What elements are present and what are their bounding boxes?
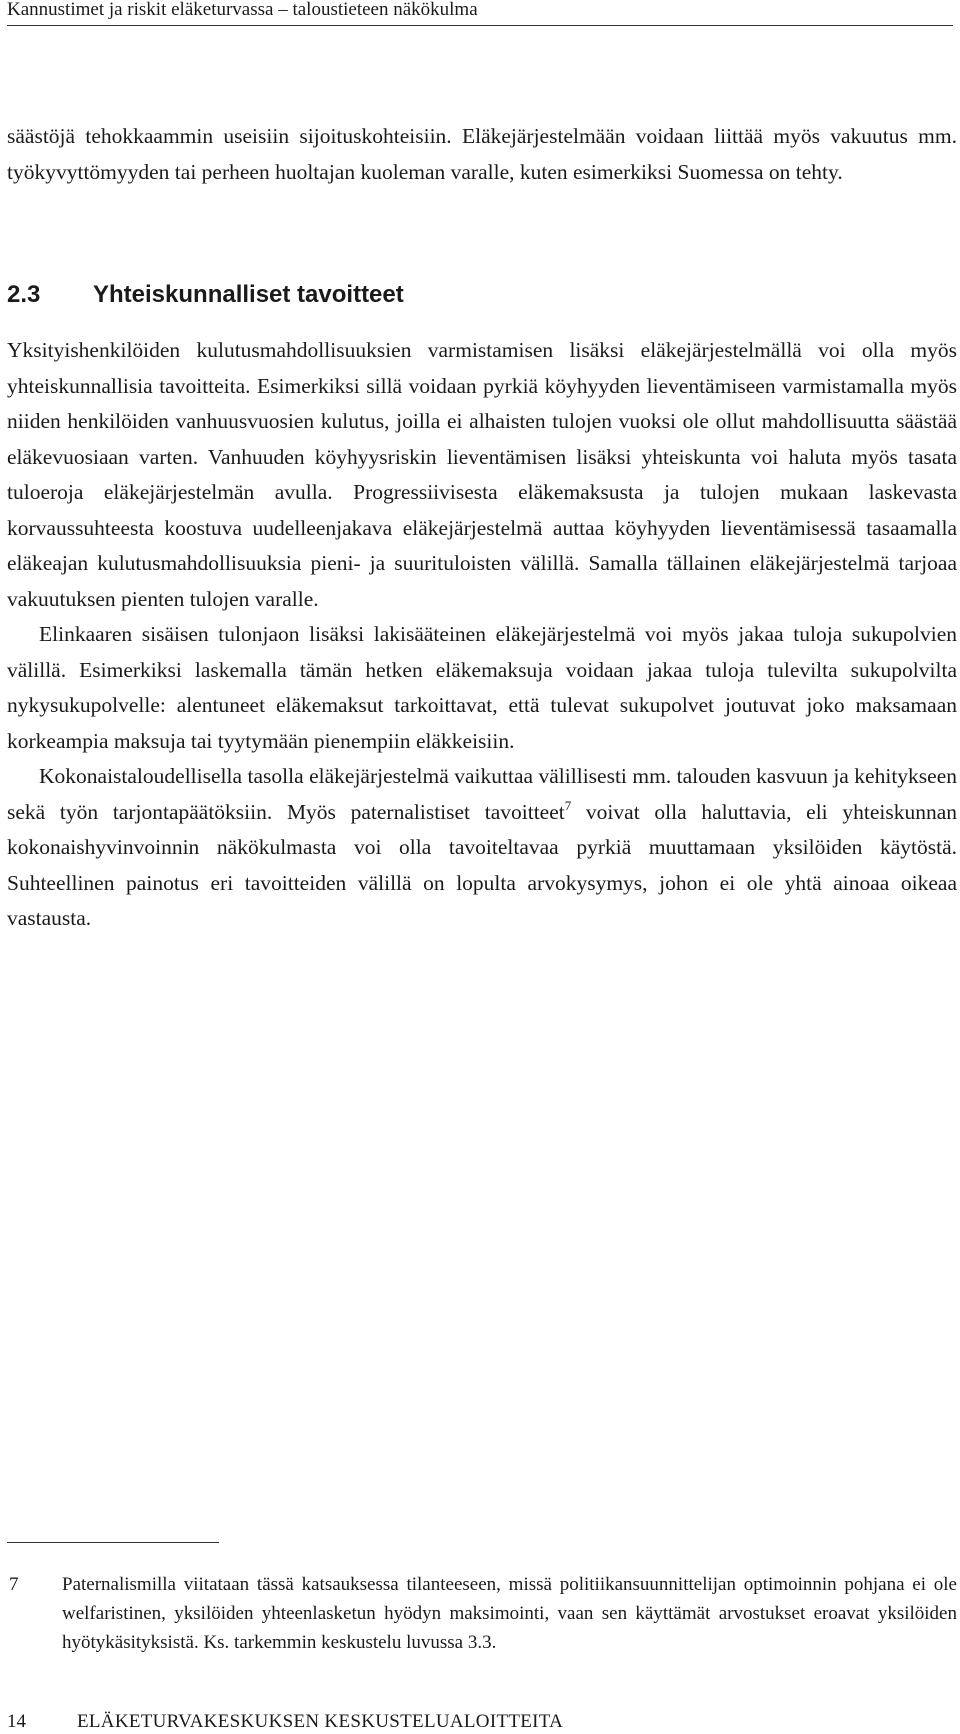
paragraph-3 [7,759,957,937]
section-heading [7,280,404,310]
running-header: Kannustimet ja riskit eläketurvassa – taloustieteen näkökulma [7,0,953,26]
paragraph-3-text-a: Kokonaistaloudellisella tasolla eläkejärjestelmä vaikuttaa välillisesti mm. talouden kasvuun ja kehitykseen sekä työn tarjontapäätöksiin. Myös paternalistiset tavoitteet [7,764,957,824]
section-title: Yhteiskunnalliset tavoitteet [93,281,404,308]
footnote-text: Paternalismilla viitataan tässä katsauksessa tilanteeseen, missä politiikansuunnittelijan optimoinnin pohjana ei ole welfaristinen, yksilöiden yhteenlasketun hyödyn maksimointi, vaan sen käyttämät arvostukset eroavat yksilöiden hyötykäsityksistä. Ks. tarkemmin keskustelu luvussa 3.3. [62,1574,957,1653]
intro-paragraph: säästöjä tehokkaammin useisiin sijoituskohteisiin. Eläkejärjestelmään voidaan liittää myös vakuutus mm. työkyvyttömyyden tai perheen huoltajan kuoleman varalle, kuten esimerkiksi Suomessa on tehty. [7,124,957,184]
intro-paragraph-block [7,119,957,190]
paragraph-2: Elinkaaren sisäisen tulonjaon lisäksi lakisääteinen eläkejärjestelmä voi myös jakaa tuloja sukupolvien välillä. Esimerkiksi laskemalla tämän hetken eläkemaksuja voidaan jakaa tuloja tulevilta sukupolvilta nykysukupolvelle: alentuneet eläkemaksut tarkoittavat, että tulevat sukupolvet joutuvat joko maksamaan korkeampia maksuja tai tyytymään pienempiin eläkkeisiin. [7,622,957,753]
paragraph-3-text-b: voivat olla haluttavia, eli yhteiskunnan kokonaishyvinvoinnin näkökulmasta voi olla tavoiteltavaa pyrkiä muuttamaan yksilöiden käytöstä. Suhteellinen painotus eri tavoitteiden välillä on lopulta arvokysymys, johon ei ole yhtä ainoaa oikeaa vastausta. [7,799,957,930]
series-title: ELÄKETURVAKESKUKSEN KESKUSTELUALOITTEITA [77,1711,564,1732]
section-number: 2.3 [7,281,41,308]
footnote [7,1570,957,1657]
footnote-reference[interactable]: 7 [564,797,572,813]
footnote-number: 7 [9,1574,19,1595]
paragraph-1: Yksityishenkilöiden kulutusmahdollisuuksien varmistamisen lisäksi eläkejärjestelmällä voi olla myös yhteiskunnallisia tavoitteita. Esimerkiksi sillä voidaan pyrkiä köyhyyden lieventämiseen varmistamalla myös niiden henkilöiden vanhuusvuosien kulutus, joilla ei alhaisten tulojen vuoksi ole ollut mahdollisuutta säästää eläkevuosiaan varten. Vanhuuden köyhyysriskin lieventämisen lisäksi yhteiskunta voi haluta myös tasata tuloeroja eläkejärjestelmän avulla. Progressiivisesta eläkemaksusta ja tulojen mukaan laskevasta korvaussuhteesta koostuva uudelleenjakava eläkejärjestelmä auttaa köyhyyden lieventämisessä tasaamalla eläkeajan kulutusmahdollisuuksia pieni- ja suurituloisten välillä. Samalla tällainen eläkejärjestelmä tarjoaa vakuutuksen pienten tulojen varalle. [7,338,957,611]
footnote-divider [7,1542,219,1543]
section-body [7,333,957,937]
page-number: 14 [7,1711,26,1732]
page-footer [7,1711,563,1733]
